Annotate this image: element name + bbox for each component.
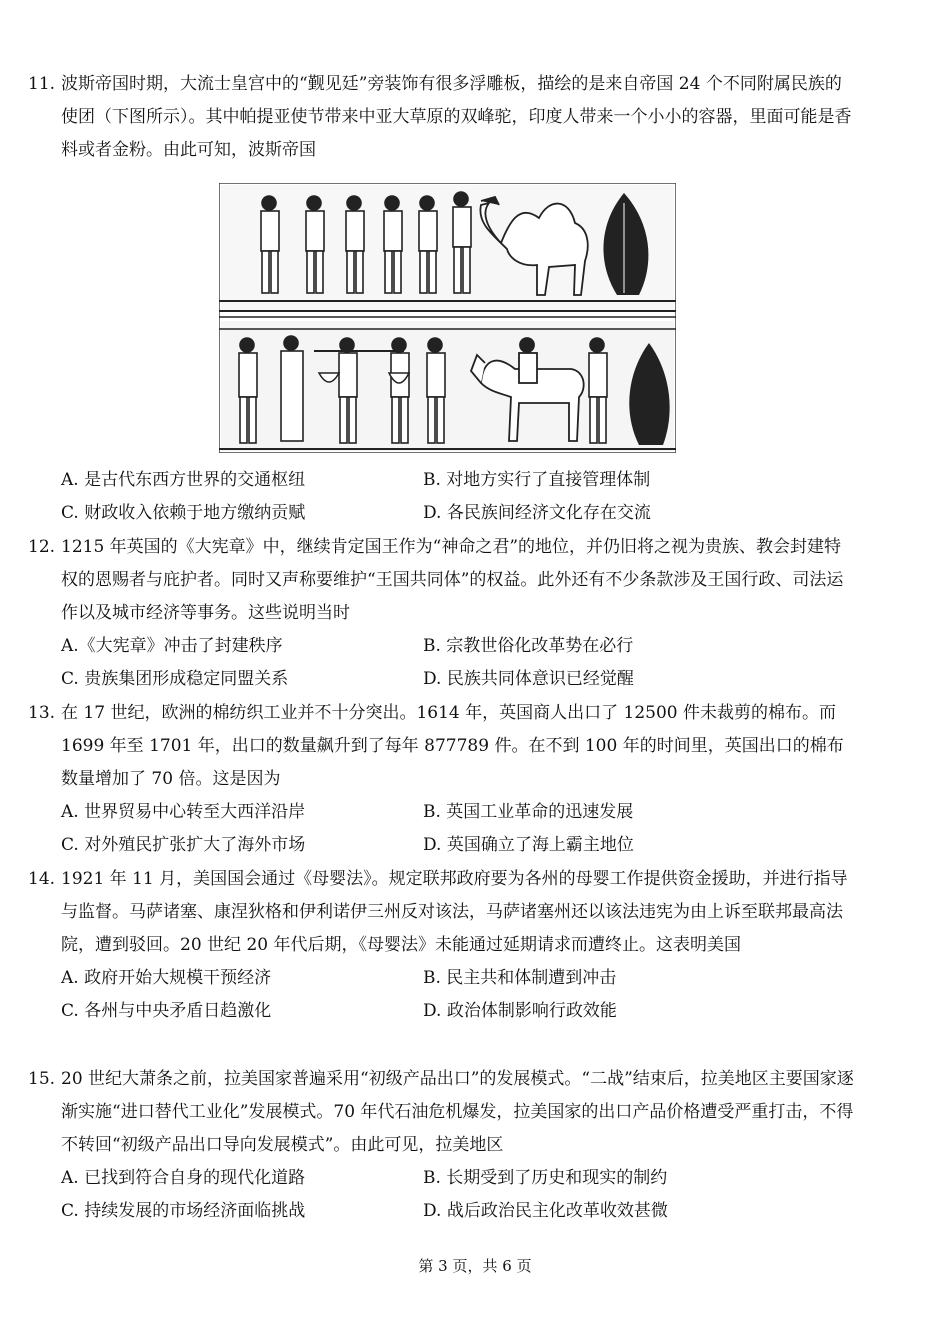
option-d[interactable]: D. 各民族间经济文化存在交流 xyxy=(423,503,651,523)
option-d[interactable]: D. 英国确立了海上霸主地位 xyxy=(423,835,634,855)
question-stem xyxy=(28,863,858,962)
question-13 xyxy=(28,697,858,862)
question-text: 在 17 世纪，欧洲的棉纺织工业并不十分突出。1614 年，英国商人出口了 12500 件未裁剪的棉布。而 1699 年至 1701 年，出口的数量飙升到了每年 877789 件。在不到 100 年的时间里，英国出口的棉布数量增加了 70 倍。这是因为 xyxy=(61,703,844,789)
page-footer: 第 3 页，共 6 页 xyxy=(418,1257,532,1275)
option-c[interactable]: C. 各州与中央矛盾日趋激化 xyxy=(61,1001,272,1021)
relief-figure xyxy=(219,183,676,453)
option-b[interactable]: B. 宗教世俗化改革势在必行 xyxy=(423,636,634,656)
option-b[interactable]: B. 民主共和体制遭到冲击 xyxy=(423,968,617,988)
option-c[interactable]: C. 持续发展的市场经济面临挑战 xyxy=(61,1201,306,1221)
question-stem xyxy=(28,531,858,630)
option-d[interactable]: D. 政治体制影响行政效能 xyxy=(423,1001,617,1021)
question-number: 14. xyxy=(28,869,56,889)
question-text: 1215 年英国的《大宪章》中，继续肯定国王作为“神命之君”的地位，并仍旧将之视为贵族、教会封建特权的恩赐者与庇护者。同时又声称要维护“王国共同体”的权益。此外还有不少条款涉及王国行政、司法运作以及城市经济等事务。这些说明当时 xyxy=(61,537,844,623)
question-12 xyxy=(28,531,858,696)
question-number: 13. xyxy=(28,703,56,723)
question-stem xyxy=(28,68,858,167)
options xyxy=(61,630,858,696)
question-text: 1921 年 11 月，美国国会通过《母婴法》。规定联邦政府要为各州的母婴工作提供资金援助，并进行指导与监督。马萨诸塞、康涅狄格和伊利诺伊三州反对该法，马萨诸塞州还以该法违宪为由上诉至联邦最高法院，遭到驳回。20 世纪 20 年代后期，《母婴法》未能通过延期请求而遭终止。这表明美国 xyxy=(61,869,848,955)
option-c[interactable]: C. 对外殖民扩张扩大了海外市场 xyxy=(61,835,306,855)
question-14 xyxy=(28,863,858,1028)
question-text: 波斯帝国时期，大流士皇宫中的“觐见廷”旁装饰有很多浮雕板，描绘的是来自帝国 24 个不同附属民族的使团（下图所示）。其中帕提亚使节带来中亚大草原的双峰驼，印度人带来一个小小的容器，里面可能是香料或者金粉。由此可知，波斯帝国 xyxy=(61,74,852,160)
options xyxy=(61,464,858,530)
options xyxy=(61,962,858,1028)
question-number: 11. xyxy=(28,74,56,94)
option-b[interactable]: B. 长期受到了历史和现实的制约 xyxy=(423,1168,668,1188)
question-15 xyxy=(28,1063,858,1228)
option-b[interactable]: B. 对地方实行了直接管理体制 xyxy=(423,470,651,490)
question-11-options xyxy=(28,464,858,530)
option-c[interactable]: C. 财政收入依赖于地方缴纳贡赋 xyxy=(61,503,306,523)
option-a[interactable]: A.《大宪章》冲击了封建秩序 xyxy=(61,636,283,656)
option-a[interactable]: A. 是古代东西方世界的交通枢纽 xyxy=(61,470,306,490)
option-a[interactable]: A. 世界贸易中心转至大西洋沿岸 xyxy=(61,802,306,822)
question-number: 15. xyxy=(28,1069,56,1089)
option-d[interactable]: D. 战后政治民主化改革收效甚微 xyxy=(423,1201,668,1221)
question-stem xyxy=(28,697,858,796)
question-number: 12. xyxy=(28,537,56,557)
question-stem xyxy=(28,1063,858,1162)
option-a[interactable]: A. 已找到符合自身的现代化道路 xyxy=(61,1168,306,1188)
option-d[interactable]: D. 民族共同体意识已经觉醒 xyxy=(423,669,634,689)
option-b[interactable]: B. 英国工业革命的迅速发展 xyxy=(423,802,634,822)
option-a[interactable]: A. 政府开始大规模干预经济 xyxy=(61,968,272,988)
option-c[interactable]: C. 贵族集团形成稳定同盟关系 xyxy=(61,669,289,689)
options xyxy=(61,1162,858,1228)
question-text: 20 世纪大萧条之前，拉美国家普遍采用“初级产品出口”的发展模式。“二战”结束后，拉美地区主要国家逐渐实施“进口替代工业化”发展模式。70 年代石油危机爆发，拉美国家的出口产品价格遭受严重打击，不得不转回“初级产品出口导向发展模式”。由此可见，拉美地区 xyxy=(61,1069,854,1155)
options xyxy=(61,796,858,862)
question-11 xyxy=(28,68,858,167)
